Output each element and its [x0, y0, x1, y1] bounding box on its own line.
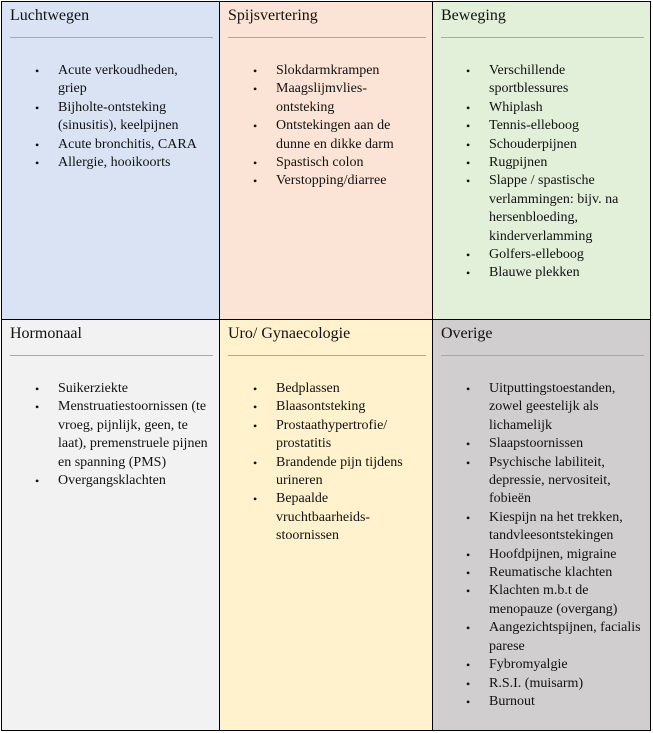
symptom-item [433, 380, 644, 435]
symptom-text: Bedplassen [276, 381, 340, 396]
symptom-text: Reumatische klachten [489, 565, 613, 581]
bullet-icon: • [466, 694, 471, 709]
symptom-text: Bepaalde vruchtbaarheids-stoornissen [276, 491, 371, 544]
symptom-item [220, 154, 426, 172]
bullet-icon: • [466, 64, 471, 78]
symptom-item [433, 656, 644, 674]
symptom-item [433, 117, 644, 135]
symptom-text: Blaasontsteking [276, 399, 366, 415]
symptom-item [220, 417, 426, 454]
symptom-item [433, 619, 644, 656]
bullet-icon: • [35, 382, 40, 396]
heading-divider [228, 355, 426, 356]
symptom-text: Bijholte-ontsteking (sinusitis), keelpijnen [58, 99, 179, 134]
symptom-item [433, 136, 644, 154]
bullet-icon: • [466, 455, 471, 470]
bullet-icon: • [466, 510, 471, 525]
symptom-item [220, 490, 426, 545]
symptom-item [433, 675, 644, 693]
bullet-icon: • [253, 455, 258, 470]
bullet-icon: • [253, 418, 258, 433]
symptom-item [220, 380, 426, 398]
bullet-icon: • [35, 156, 40, 171]
symptom-item [2, 398, 213, 472]
bullet-icon: • [466, 100, 471, 115]
symptom-text: Menstruatiestoornissen (te vroeg, pijnlijk, geen, te laat), premenstruele pijnen en spanning (PMS) [58, 399, 208, 470]
symptom-item [433, 435, 644, 453]
symptom-text: Verschillende sportblessures [489, 63, 569, 97]
symptom-text: Whiplash [489, 99, 543, 115]
bullet-icon: • [466, 382, 471, 396]
bullet-icon: • [466, 156, 471, 171]
bullet-icon: • [466, 437, 471, 452]
bullet-icon: • [253, 174, 258, 189]
symptom-item [2, 62, 213, 99]
symptom-item [433, 99, 644, 117]
symptom-text: Spastisch colon [276, 155, 364, 171]
symptom-text: Overgangsklachten [58, 473, 166, 489]
bullet-icon: • [253, 492, 258, 507]
symptom-text: Schouderpijnen [489, 136, 577, 152]
bullet-icon: • [466, 119, 471, 134]
bullet-icon: • [466, 174, 471, 189]
bullet-icon: • [253, 64, 258, 78]
symptom-text: Brandende pijn tijdens urineren [276, 454, 403, 489]
symptom-text: R.S.I. (muisarm) [489, 675, 584, 691]
symptom-text: Fybromyalgie [489, 657, 568, 673]
bullet-icon: • [466, 137, 471, 152]
bullet-icon: • [35, 400, 40, 415]
symptom-item [433, 246, 644, 264]
symptom-item [433, 546, 644, 564]
category-cell-overige [433, 320, 650, 730]
symptom-item [433, 582, 644, 619]
symptom-text: Rugpijnen [489, 155, 548, 171]
symptom-text: Tennis-elleboog [489, 118, 579, 134]
symptom-item [2, 380, 213, 398]
symptom-text: Kiespijn na het trekken, tandvleesontstekingen [489, 509, 623, 544]
symptom-text: Acute verkoudheden, griep [58, 63, 178, 97]
symptom-list [2, 62, 213, 172]
symptom-item [2, 154, 213, 172]
bullet-icon: • [466, 266, 471, 281]
symptom-item [220, 172, 426, 190]
category-heading: Luchtwegen [10, 7, 90, 24]
symptom-text: Maagslijmvlies-ontsteking [276, 81, 367, 115]
symptom-list [220, 380, 426, 546]
bullet-icon: • [466, 676, 471, 691]
heading-divider [10, 355, 213, 356]
symptom-text: Suikerziekte [58, 381, 128, 396]
symptom-item [2, 136, 213, 154]
symptom-item [2, 99, 213, 136]
bullet-icon: • [466, 621, 471, 636]
symptom-item [433, 264, 644, 282]
category-heading: Beweging [441, 7, 506, 24]
bullet-icon: • [35, 137, 40, 152]
category-cell-beweging [433, 2, 650, 320]
symptom-text: Klachten m.b.t de menopauze (overgang) [489, 583, 618, 617]
symptom-text: Psychische labiliteit, depressie, nervositeit, fobieën [489, 454, 611, 507]
symptom-item [433, 172, 644, 246]
category-heading: Uro/ Gynaecologie [228, 325, 351, 342]
heading-divider [441, 37, 644, 38]
bullet-icon: • [253, 82, 258, 97]
symptom-item [433, 693, 644, 711]
bullet-icon: • [466, 566, 471, 581]
category-cell-luchtwegen [2, 2, 220, 320]
symptom-text: Hoofdpijnen, migraine [489, 546, 617, 562]
category-cell-uro-gynaecologie [220, 320, 433, 730]
symptom-item [433, 62, 644, 99]
bullet-icon: • [466, 547, 471, 562]
bullet-icon: • [35, 100, 40, 115]
bullet-icon: • [253, 382, 258, 396]
symptom-text: Slaapstoornissen [489, 436, 584, 452]
heading-divider [228, 37, 426, 38]
category-cell-hormonaal [2, 320, 220, 730]
bullet-icon: • [253, 400, 258, 415]
bullet-icon: • [466, 248, 471, 263]
bullet-icon: • [35, 64, 40, 78]
indications-table [1, 1, 651, 731]
symptom-list [433, 62, 644, 283]
symptom-item [433, 509, 644, 546]
symptom-text: Allergie, hooikoorts [58, 155, 171, 171]
category-heading: Spijsvertering [228, 7, 318, 24]
symptom-text: Slokdarmkrampen [276, 63, 380, 78]
symptom-text: Burnout [489, 693, 535, 709]
bullet-icon: • [253, 156, 258, 171]
symptom-item [220, 117, 426, 154]
symptom-item [433, 564, 644, 582]
symptom-text: Slappe / spastische verlammingen: bijv. na hersenbloeding, kinderverlamming [489, 173, 619, 244]
bullet-icon: • [35, 474, 40, 489]
symptom-item [433, 454, 644, 509]
category-heading: Hormonaal [10, 325, 82, 342]
bullet-icon: • [253, 119, 258, 134]
category-cell-spijsvertering [220, 2, 433, 320]
symptom-list [220, 62, 426, 191]
bullet-icon: • [466, 658, 471, 673]
symptom-item [2, 472, 213, 490]
symptom-item [433, 154, 644, 172]
symptom-text: Aangezichtspijnen, facialis parese [489, 620, 641, 654]
symptom-list [433, 380, 644, 711]
symptom-text: Prostaathypertrofie/ prostatitis [276, 417, 388, 452]
symptom-item [220, 454, 426, 491]
symptom-text: Uitputtingstoestanden, zowel geestelijk als lichamelijk [489, 381, 616, 433]
symptom-text: Ontstekingen aan de dunne en dikke darm [276, 118, 394, 152]
symptom-text: Golfers-elleboog [489, 247, 584, 263]
heading-divider [441, 355, 644, 356]
symptom-item [220, 80, 426, 117]
symptom-text: Verstopping/diarree [276, 173, 387, 189]
symptom-list [2, 380, 213, 490]
symptom-text: Blauwe plekken [489, 265, 580, 281]
bullet-icon: • [466, 584, 471, 599]
symptom-item [220, 62, 426, 80]
heading-divider [10, 37, 213, 38]
symptom-text: Acute bronchitis, CARA [58, 136, 197, 152]
category-heading: Overige [441, 325, 493, 342]
symptom-item [220, 398, 426, 416]
